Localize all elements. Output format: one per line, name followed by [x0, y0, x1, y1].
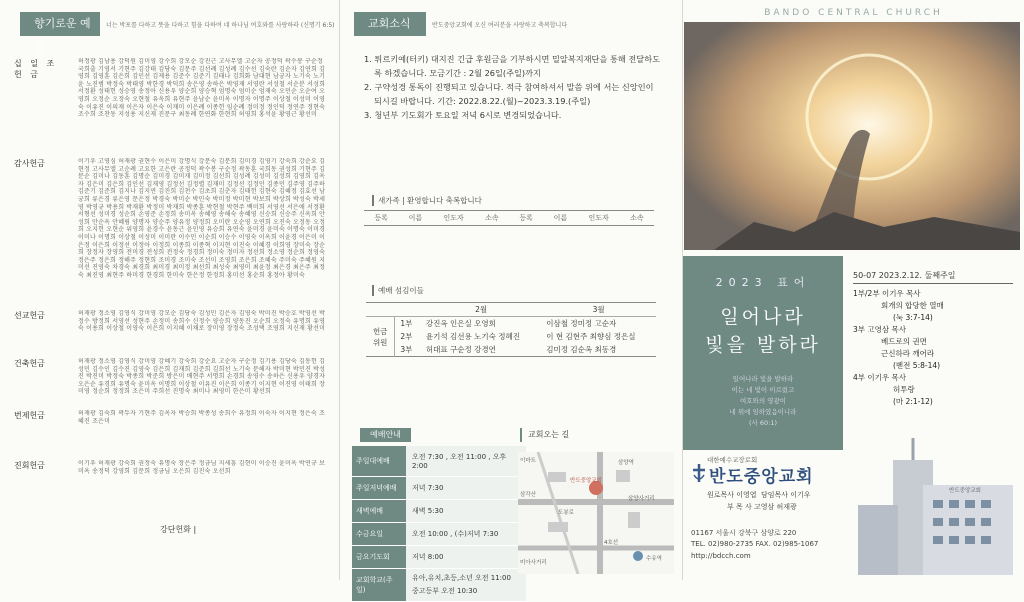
sermon-service: 1부/2부 이기우 목사 [853, 289, 921, 298]
service-time: 유아,유치,초등,소년 오전 11:00 중고등부 오전 10:30 [406, 569, 526, 602]
sermon-title: 허투랑 [893, 385, 915, 394]
senior-pastors: 원로목사 이영엽 담임목사 이기우 [707, 491, 811, 499]
sermon-ref: (벧전 5:8-14) [893, 361, 941, 370]
sermon-title: 회개의 합당한 열매 [881, 301, 944, 310]
cover-panel [683, 0, 1024, 580]
bulletin-date [853, 270, 1013, 284]
col-header: 등록 [519, 214, 533, 222]
news-subtitle: 반도중앙교회에 오신 여러분을 사랑하고 축복합니다 [432, 22, 568, 29]
col-header: 이름 [553, 214, 568, 222]
service-time: 오전 7:30 , 오전 11:00 , 오후 2:00 [406, 446, 526, 477]
offering-label: 감사헌금 [14, 159, 45, 168]
map-label: 삼양사거리 [628, 496, 655, 502]
sermon-service: 3부 고영삼 목사 [853, 325, 907, 334]
offering-names: 허재광 정소영 김영식 강미영 강모순 김당숙 김성민 김은자 김영숙 박미진 박승호 박영선 박정수 방정희 서영선 성현주 손정미 송희수 신정수 양승희 양동진 오순희 오정숙 유명희 유영숙 이용희 이상철 이영숙 이은희 이지혜 이채로 장미영 장정숙 조성택 조영희 지신재 황선미 [78, 310, 326, 333]
map-label: 4호선 [604, 540, 619, 546]
offering-names: 이기우 고영심 허재광 권현수 이은미 강명식 강문숙 김문희 김미경 김영기 강숙희 강순요 김현정 고사무엘 고순례 고요한 고은란 공정덕 곽수봉 구순정 곽동훈 국희동 권성희 기현주 김문순 김미나 김동훈 김명순 김미경 김미재 김미정 김선희 김성례 김성미 김성희 김영희 김옥자 김은미 김은희 김인선 김재영 김정선 김정렬 김재미 김정선 김정민 김종민 김주영 김주하 김준기 김준희 김지나 김지연 김진희 김천수 김초희 김춘자 김태헌 김현숙 김혜정 김효선 남궁희 류은경 류은영 문은정 박경숙 박미순 박민숙 박미정 박미현 박보희 박상희 박성숙 박세영 박영규 박용희 박재환 박정미 박재희 박종훈 박현철 박현주 백미희 서영선 서은애 서정환 서형선 성미경 성순희 손영준 손정희 송미옥 송혜영 송해숙 송혜영 신승희 신승주 신옥희 안성희 안순옥 안혜림 양명자 양순주 양유정 양정희 오미란 오순영 오연희 오진숙 오정동 오정희 오지헌 오현순 위영희 윤경수 윤동근 윤인영 유승희 유연숙 윤미경 윤미숙 이명숙 이미경 이미나 이명희 이상철 이성미 이미란 이수민 이순희 이승수 이영숙 이옥희 이윤경 이은미 이은정 이은희 이정선 이정아 이정희 이종희 이종혁 이지현 이진숙 이혜경 이희영 장미숙 장순희 장정자 장영희 전미경 전성희 전정숙 정경희 정미숙 정미자 정선희 정소영 정순희 정영숙 정은주 정은희 정해주 정현희 조미경 조미숙 조선미 조영희 조은희 조혜숙 주미숙 주혜원 지미선 진영숙 차경숙 최경희 최미경 최미정 최선희 최성숙 최영미 최윤정 최은경 최은주 최정숙 최진영 최현주 하미경 한경희 한미숙 한은정 한정희 홍미선 홍순희 홍정아 황미숙 [78, 158, 326, 279]
schedule-table [352, 446, 526, 602]
bulletin-day: 둘째주일 [924, 271, 956, 280]
map-label: 이마트 [520, 458, 536, 464]
worship-servants-title: 예배 섬김이들 [372, 285, 424, 296]
map-label: 미아사거리 [520, 560, 547, 566]
newcomer-table [364, 210, 654, 226]
sermon-ref: (마 2:1-12) [893, 397, 933, 406]
worship-servants-table [366, 302, 656, 357]
bulletin-date-value: 2023.2.12. [878, 271, 923, 280]
map-building [548, 522, 568, 532]
offering-mission [6, 310, 331, 346]
role-label: 헌금 위원 [366, 317, 395, 357]
sermon-ref: (눅 3:7-14) [893, 313, 933, 322]
feb-servants: 허대표 구순정 강경연 [425, 345, 496, 354]
offering-label: 번제헌금 [14, 411, 45, 420]
service-name: 교회학교(주일) [352, 569, 406, 602]
bulletin-number: 50-07 [853, 271, 877, 280]
offerings-header: 향기로운 예물 [20, 12, 100, 36]
church-name: 반도중앙교회 [709, 467, 814, 487]
map-title: 교회오는 길 [520, 428, 579, 442]
feb-servants: 윤기석 김선용 노기숙 정혜진 [425, 332, 521, 341]
motto-verse: 일어나라 빛을 발하라 이는 네 빛이 이르렀고 여호와의 영광이 네 위에 임하였음이니라 (사 60:1) [729, 375, 797, 427]
offering-burnt [6, 410, 331, 430]
service-part: 1부 [400, 319, 413, 328]
motto-line1: 일어나라 [720, 306, 806, 328]
map-building [548, 472, 566, 482]
service-name: 금요기도회 [352, 546, 406, 569]
offering-thanks [6, 158, 331, 294]
church-address: 01167 서울시 강북구 삼양로 220 [691, 529, 797, 537]
offering-label: 건축헌금 [14, 359, 45, 368]
building-left [858, 505, 898, 575]
feb-servants: 강진옥 인은실 오영희 [425, 319, 496, 328]
news-item: 3. 청년부 기도회가 토요일 저녁 6시로 변경되었습니다. [364, 110, 562, 120]
map-label: 도봉로 [558, 510, 574, 516]
service-time: 새벽 5:30 [406, 500, 526, 523]
map-building [628, 512, 640, 528]
motto-line2: 빛을 발하라 [705, 334, 821, 356]
associate-pastors: 부 목 사 고영삼 허재광 [727, 503, 797, 511]
offering-label: 선교헌금 [14, 311, 45, 320]
col-header: 인도자 [588, 214, 609, 222]
mar-servants: 김미정 김순옥 최동경 [546, 345, 617, 354]
offering-names: 허정광 김남용 강덕원 김미영 강수희 강모순 강진근 고사무엘 고순자 공정덕 곽수봉 구순정 국희출 기영서 기현주 김강태 김당숙 김문주 김선례 김성례 김수선 김숙란 김순자 김연희 김영희 김영훈 김은희 김인선 김제용 김준수 김준기 김태나 김희화 남대현 남궁자 노기숙 노기윤 노진범 박정숙 박태영 박한경 박덕희 송은영 송하은 박영재 서영란 서성철 서순분 서성희 서정환 성태헌 성승영 송정아 신용우 양순희 양승혁 엄명숙 엄미순 엄재숙 오민순 오순여 오영희 오정순 오정숙 오현철 유옥희 유현주 윤남순 윤미옥 이명자 이명주 이상철 이성미 이영숙 이유진 이의재 이은자 이은숙 이재미 이은례 이종헌 임순례 정미정 정인덕 정연주 정현숙 조수희 조찬동 지성용 지신재 진문구 최동례 한연화 한현희 허영희 홍석윤 황영근 황선미 [78, 58, 326, 119]
col-header: 이름 [408, 214, 423, 222]
church-website[interactable]: http://bdcch.com [691, 552, 751, 560]
news-item: 2. 구약성경 통독이 진행되고 있습니다. 적극 참여하셔서 말씀 위에 서는 신앙인이 되시길 바랍니다. 기간: 2022.8.22.(월)~2023.3.19.(주일) [364, 82, 654, 106]
schedule-title: 예배안내 [360, 428, 411, 442]
offering-names: 허재광 김숙희 곽두자 기현주 김옥자 박승희 박종성 송희수 유정희 이숙자 이지현 정은숙 조혜진 조은미 [78, 410, 326, 425]
service-name: 주일저녁예배 [352, 477, 406, 500]
newcomer-title: 새가족 | 환영합니다 축복합니다 [372, 195, 482, 206]
col-header: 등록 [374, 214, 388, 222]
service-time: 저녁 8:00 [406, 546, 526, 569]
service-name: 주일대예배 [352, 446, 406, 477]
map-label: 삼각산 [520, 492, 536, 498]
cover-photo [684, 22, 1020, 250]
offering-tithe [6, 58, 331, 132]
motto-box [683, 256, 843, 450]
col-header: 인도자 [443, 214, 464, 222]
offerings-subtitle: 너는 박포를 다하고 뜻을 다하고 힘을 다하여 네 하나님 여호와를 사랑하라 (신명기 6:5) [106, 22, 335, 29]
offerings-panel [0, 0, 340, 580]
service-part: 2부 [400, 332, 413, 341]
map-label: 수유역 [646, 556, 662, 562]
church-map [518, 452, 674, 574]
sermon-title: 베드로의 권면 근신하라 깨어라 [881, 337, 935, 358]
building-sign: 반도중앙교회 [949, 488, 981, 494]
offering-names: 이기우 허재광 강숙희 권정숙 유명숙 장은주 정금님 지세흥 김현미 이승진 윤미옥 박연규 보미옥 송정덕 강영희 김문희 정금님 오은희 김진숙 오선희 [78, 460, 326, 475]
altar-flowers: 강단헌화 | [160, 525, 197, 534]
service-name: 수금요일 [352, 523, 406, 546]
brand-en: BANDO CENTRAL CHURCH [764, 8, 943, 18]
offering-label: 십 일 조 헌 금 [14, 59, 58, 79]
church-building [853, 430, 1019, 575]
map-label: 삼양역 [618, 460, 634, 466]
news-header: 교회소식 [354, 12, 426, 36]
news-list [364, 52, 664, 122]
sermon-service: 4부 이기우 목사 [853, 373, 907, 382]
service-name: 새벽예배 [352, 500, 406, 523]
sermon-list [853, 288, 1018, 408]
service-time: 저녁 7:30 [406, 477, 526, 500]
church-phone: TEL. 02)980-2735 FAX. 02)985-1067 [691, 540, 819, 548]
col-header: 소속 [630, 214, 644, 222]
denomination: 대한예수교장로회 [707, 456, 758, 464]
mar-servants: 이삼철 정미정 고순자 [546, 319, 617, 328]
col-header: 소속 [485, 214, 499, 222]
mar-servants: 이 현 김현주 최향심 정은실 [546, 332, 636, 341]
offering-label: 진회헌금 [14, 461, 45, 470]
subway-marker-icon [633, 551, 643, 561]
map-label: 반도중앙교회 [570, 478, 602, 484]
news-item: 1. 튀르키예(터키) 대지진 긴급 후원금을 기부하시면 밀알복지재단을 통해 전달하도록 하겠습니다. 모금기간 : 2월 26일(주일)까지 [364, 54, 661, 78]
service-time: 오전 10:00 , (수)저녁 7:30 [406, 523, 526, 546]
church-logo-icon [691, 463, 707, 483]
building-main [923, 485, 1013, 575]
offering-gathering [6, 460, 331, 480]
offering-building [6, 358, 331, 404]
month-header: 2월 [475, 305, 488, 314]
year-label: 2023 표어 [715, 276, 811, 289]
map-building [616, 470, 630, 482]
offering-names: 허재광 정소영 김영식 강미영 강혜기 강숙희 강순요 고순자 구순정 김기용 김당숙 김동헌 김성민 김수인 김수진 김영숙 김은희 김재희 김준희 김희선 노기숙 문해자 박미현 박민진 박성진 박진미 박정숙 박종희 박준희 방은미 배현주 서명희 손경희 송영수 송하은 신용우 양경자 오은순 유경희 유명숙 윤미옥 이명희 이상철 이유진 이은희 이종기 이지현 이진영 이태희 장미영 정순희 정정희 조은미 주희선 진명숙 최미나 최영미 한은미 황선희 [78, 358, 326, 396]
month-header: 3월 [592, 305, 605, 314]
service-part: 3부 [400, 345, 413, 354]
